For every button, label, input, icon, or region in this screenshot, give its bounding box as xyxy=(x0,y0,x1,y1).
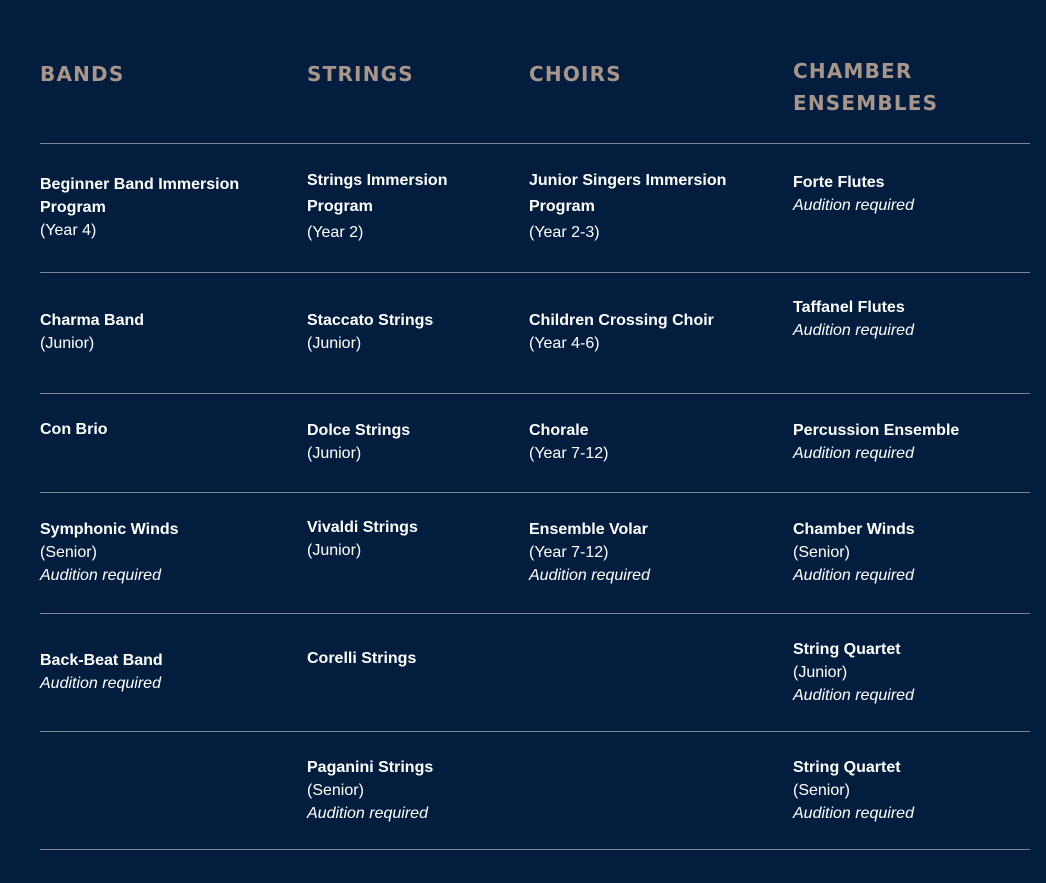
ensemble-ensemble-volar xyxy=(529,518,650,587)
ensemble-name: Staccato Strings xyxy=(307,312,434,329)
ensemble-level: (Junior) xyxy=(40,335,95,352)
row-divider xyxy=(40,849,1030,850)
ensemble-name: Program xyxy=(40,199,106,216)
ensemble-name: Taffanel Flutes xyxy=(793,299,905,316)
ensemble-name: Program xyxy=(307,198,373,215)
audition-note: Audition required xyxy=(40,567,161,584)
ensemble-junior-singers-immersion xyxy=(529,168,726,246)
ensemble-level: (Junior) xyxy=(307,445,362,462)
row-divider xyxy=(40,613,1030,614)
ensemble-level: (Senior) xyxy=(40,544,97,561)
ensemble-name: Paganini Strings xyxy=(307,759,434,776)
ensemble-paganini-strings xyxy=(307,756,433,825)
row-divider xyxy=(40,731,1030,732)
ensemble-level: (Senior) xyxy=(793,782,850,799)
row-divider xyxy=(40,272,1030,273)
audition-note: Audition required xyxy=(793,687,914,704)
ensemble-staccato-strings xyxy=(307,309,433,355)
heading-chamber-ensembles xyxy=(793,55,938,119)
ensemble-name: Back-Beat Band xyxy=(40,652,163,669)
ensemble-name: Forte Flutes xyxy=(793,174,885,191)
row-divider xyxy=(40,492,1030,493)
ensemble-name: Chorale xyxy=(529,422,589,439)
ensemble-level: (Senior) xyxy=(307,782,364,799)
ensemble-name: Ensemble Volar xyxy=(529,521,648,538)
ensemble-name: String Quartet xyxy=(793,641,901,658)
ensemble-name: Strings Immersion xyxy=(307,172,448,189)
ensemble-level: (Junior) xyxy=(307,542,362,559)
ensemble-dolce-strings xyxy=(307,419,410,465)
ensemble-string-quartet-senior xyxy=(793,756,914,825)
audition-note: Audition required xyxy=(793,197,914,214)
ensemble-level: (Year 7-12) xyxy=(529,544,609,561)
heading-bands: BANDS xyxy=(40,62,125,86)
ensemble-level: (Junior) xyxy=(307,335,362,352)
ensemble-string-quartet-junior xyxy=(793,638,914,707)
ensemble-name: Program xyxy=(529,198,595,215)
ensemble-name: Vivaldi Strings xyxy=(307,519,418,536)
heading-chamber-line1: CHAMBER xyxy=(793,59,913,83)
ensemble-chamber-winds xyxy=(793,518,915,587)
ensemble-name: Children Crossing Choir xyxy=(529,312,714,329)
ensemble-name: Junior Singers Immersion xyxy=(529,172,727,189)
ensemble-level: (Year 2) xyxy=(307,224,364,241)
ensemble-name: Corelli Strings xyxy=(307,650,417,667)
ensemble-forte-flutes xyxy=(793,171,914,217)
ensemble-con-brio xyxy=(40,418,108,441)
ensemble-percussion-ensemble xyxy=(793,419,959,465)
heading-choirs: CHOIRS xyxy=(529,62,622,86)
ensemble-children-crossing-choir xyxy=(529,309,714,355)
ensemble-vivaldi-strings xyxy=(307,516,418,562)
ensemble-symphonic-winds xyxy=(40,518,179,587)
ensemble-corelli-strings xyxy=(307,647,416,670)
ensemble-level: (Year 2-3) xyxy=(529,224,600,241)
row-divider xyxy=(40,393,1030,394)
ensemble-name: Symphonic Winds xyxy=(40,521,179,538)
ensemble-level: (Year 4) xyxy=(40,222,97,239)
ensemble-level: (Junior) xyxy=(793,664,848,681)
ensemble-name: Chamber Winds xyxy=(793,521,915,538)
ensemble-back-beat-band xyxy=(40,649,163,695)
audition-note: Audition required xyxy=(307,805,428,822)
audition-note: Audition required xyxy=(793,322,914,339)
audition-note: Audition required xyxy=(793,805,914,822)
ensemble-name: Charma Band xyxy=(40,312,145,329)
ensemble-name: Beginner Band Immersion xyxy=(40,176,240,193)
ensemble-name: Dolce Strings xyxy=(307,422,411,439)
ensemble-level: (Senior) xyxy=(793,544,850,561)
audition-note: Audition required xyxy=(40,675,161,692)
ensemble-strings-immersion xyxy=(307,168,447,246)
ensemble-beginner-band-immersion xyxy=(40,173,239,242)
ensemble-taffanel-flutes xyxy=(793,296,914,342)
ensemble-level: (Year 7-12) xyxy=(529,445,609,462)
ensemble-charma-band xyxy=(40,309,144,355)
ensemble-name: Percussion Ensemble xyxy=(793,422,960,439)
heading-chamber-line2: ENSEMBLES xyxy=(793,91,939,115)
ensemble-name: String Quartet xyxy=(793,759,901,776)
ensemble-level: (Year 4-6) xyxy=(529,335,600,352)
ensemble-name: Con Brio xyxy=(40,421,108,438)
audition-note: Audition required xyxy=(793,445,914,462)
heading-strings: STRINGS xyxy=(307,62,414,86)
row-divider xyxy=(40,143,1030,144)
audition-note: Audition required xyxy=(793,567,914,584)
ensemble-chorale xyxy=(529,419,608,465)
audition-note: Audition required xyxy=(529,567,650,584)
